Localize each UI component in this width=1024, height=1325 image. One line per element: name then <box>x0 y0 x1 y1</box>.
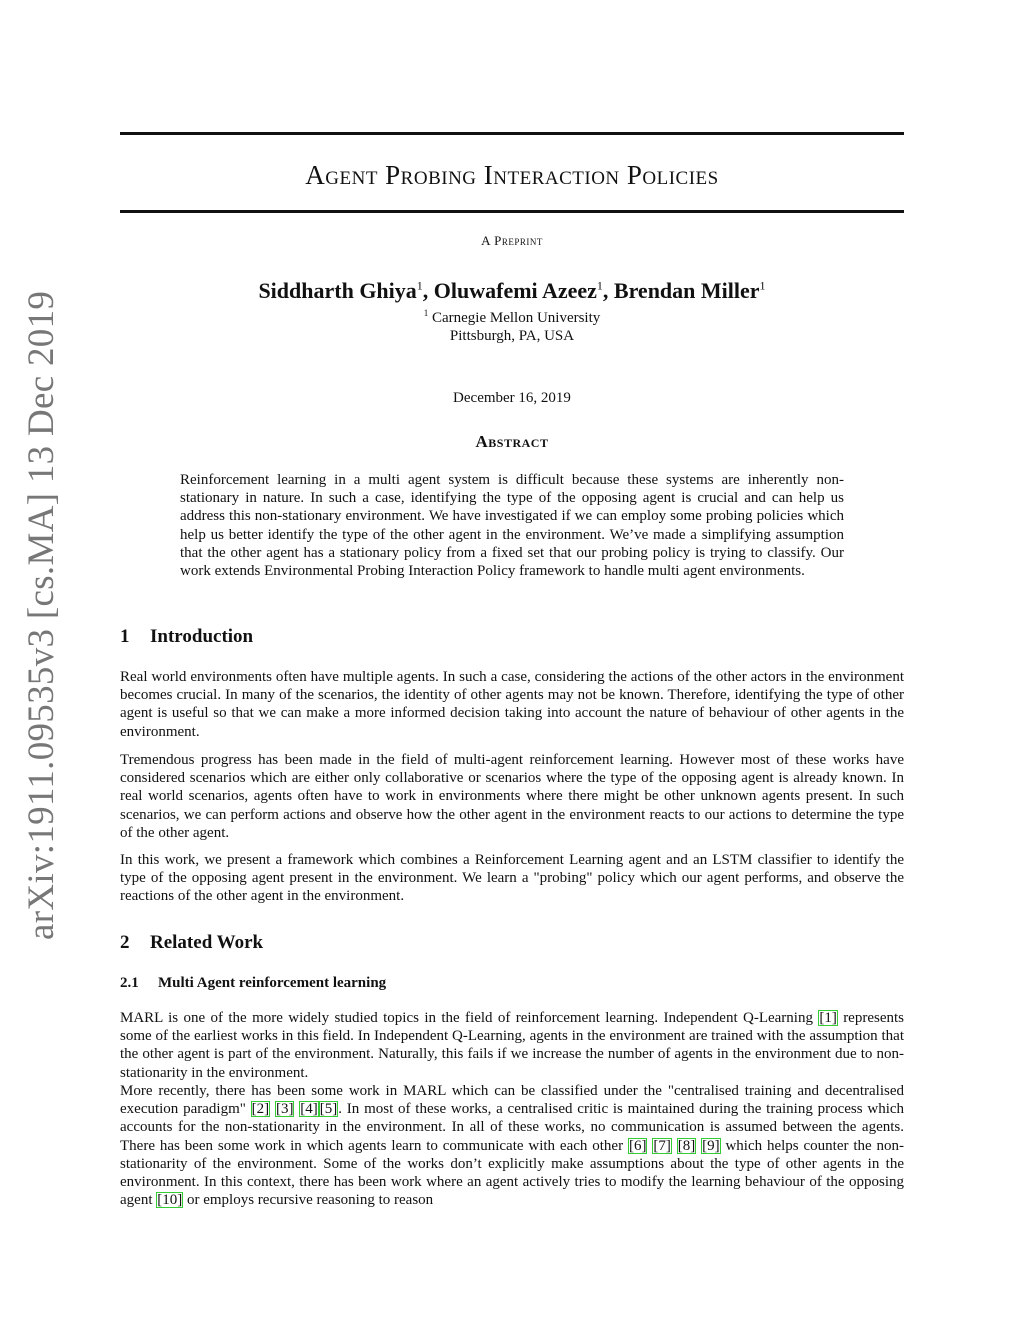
paper-date: December 16, 2019 <box>453 390 571 406</box>
author-list: Siddharth Ghiya$^1$, Oluwafemi Azeez$^1$, Brendan Miller$^1$ <box>258 278 766 303</box>
text-run: which helps counter the non-stationarity of the environment. Some of the works don’t explicitly make assumptions about the type of other agents in the environment. In this context, there has been work where an agent actively tries to modify the learning behaviour of the opposing agent <box>120 1137 905 1209</box>
institution: Carnegie Mellon University <box>431 310 601 326</box>
abstract-heading: Abstract <box>475 432 549 451</box>
affiliation-mark: 1 <box>423 308 429 318</box>
section-heading-introduction <box>120 626 253 648</box>
text-run: MARL is one of the more widely studied topics in the field of reinforcement learning. Independent Q-Learning <box>120 1010 819 1026</box>
citation-link[interactable]: [8] <box>677 1137 696 1154</box>
citation-link[interactable]: [7] <box>653 1137 671 1154</box>
section-title: Introduction <box>150 626 254 647</box>
citation-link[interactable]: [6] <box>628 1137 647 1154</box>
text-run: represents some of the earliest works in this field. In Independent Q-Learning, agents in the environment are trained with the assumption that the other agent is part of the environment. Naturally, this fails if we increase the number of agents in the environment due to non-stationarity in the environment. <box>120 1010 904 1081</box>
affiliation-mark: 1 <box>596 278 603 293</box>
paper-title: Agent Probing Interaction Policies <box>305 160 719 190</box>
author-name: Oluwafemi Azeez <box>433 278 597 303</box>
citation-link[interactable]: [1] <box>819 1010 837 1026</box>
subsection-number: 2.1 <box>120 975 139 991</box>
intro-paragraph: Tremendous progress has been made in the field of multi-agent reinforcement learning. However most of these works have considered scenarios which are either only collaborative or scenarios where the type of the opposing agent is already known. In real world scenarios, agents often have to work in environments where there might be other unknown agents present. In such scenarios, we can perform actions and observe how the other agent in the environment reacts to our actions to determine the type of the other agent. <box>120 752 904 841</box>
title-bottom-rule <box>120 210 904 213</box>
citation-link[interactable]: [4] <box>300 1101 318 1118</box>
section-number: 2 <box>120 932 130 953</box>
citation-link[interactable]: [9] <box>702 1137 720 1154</box>
intro-paragraph: In this work, we present a framework which combines a Reinforcement Learning agent and an LSTM classifier to identify the type of the opposing agent present in the environment. We learn a "probing" policy which our agent performs, and observe the reactions of the other agent in the environment. <box>120 852 904 905</box>
related-work-paragraph <box>120 1009 904 1082</box>
title-top-rule <box>120 132 904 135</box>
citation-link[interactable]: [10] <box>157 1192 183 1209</box>
author-name: Brendan Miller <box>613 278 760 303</box>
affiliation-mark: 1 <box>416 278 423 293</box>
preprint-label: A Preprint <box>481 233 543 248</box>
citation-link[interactable]: [3] <box>275 1101 294 1118</box>
section-number: 1 <box>120 626 130 647</box>
text-run: or employs recursive reasoning to reason <box>183 1192 434 1209</box>
section-heading-related-work <box>120 932 263 954</box>
subsection-title: Multi Agent reinforcement learning <box>158 975 387 991</box>
affiliation-mark: 1 <box>759 278 766 293</box>
text-run: . In most of these works, a centralised critic is maintained during the training process which accounts for the non-stationarity in the environment. In all of these works, no communication is assumed between the agents. There has been some work in which agents learn to communicate with each other <box>120 1101 905 1154</box>
author-name: Siddharth Ghiya <box>258 278 417 303</box>
related-work-paragraph <box>120 1082 904 1209</box>
citation-link[interactable]: [5] <box>319 1101 338 1118</box>
location: Pittsburgh, PA, USA <box>449 328 575 344</box>
intro-paragraph: Real world environments often have multiple agents. In such a case, considering the actions of the other actors in the environment becomes crucial. In many of the scenarios, the identity of other agents may not be known. Therefore, identifying the type of other agent is useful so that we can make a more informed decision taking into account the nature of behaviour of other agents in the environment. <box>120 669 904 740</box>
abstract-text: Reinforcement learning in a multi agent system is difficult because these systems are inherently non-stationary in nature. In such a case, identifying the type of the opposing agent is crucial and can help us address this non-stationary environment. We have investigated if we can employ some probing policies which help us better identify the type of the other agent in the environment. We’ve made a simplifying assumption that the other agent has a stationary policy from a fixed set that our probing policy is trying to classify. Our work extends Environmental Probing Interaction Policy framework to handle multi agent environments. <box>180 472 844 580</box>
arxiv-identifier: arXiv:1911.09535v3 [cs.MA] 13 Dec 2019 <box>21 290 62 940</box>
subsection-heading-marl <box>120 975 386 992</box>
citation-link[interactable]: [2] <box>251 1101 270 1118</box>
section-title: Related Work <box>150 932 264 953</box>
affiliation <box>120 304 904 345</box>
text-run: More recently, there has been some work in MARL which can be classified under the "centralised training and decentralised execution paradigm" <box>120 1083 904 1118</box>
